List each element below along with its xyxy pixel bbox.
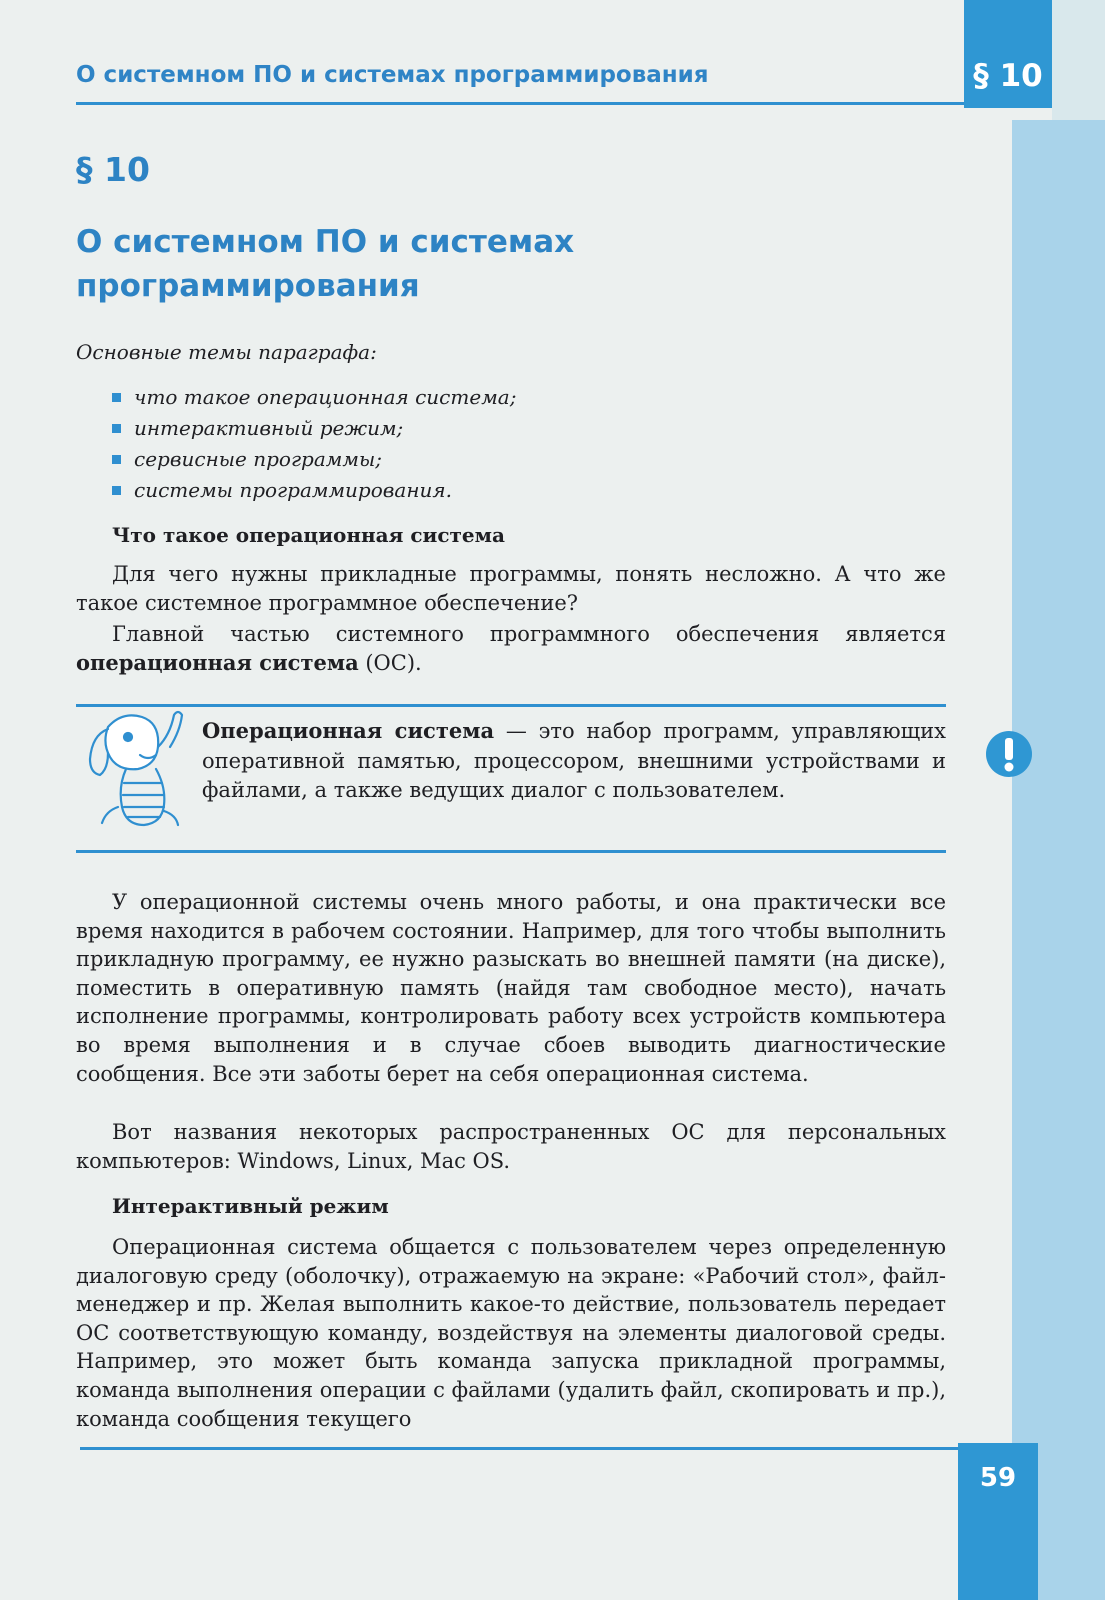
definition-bottom-rule (76, 850, 946, 853)
term-bold: операционная система (76, 649, 359, 675)
topic-text: системы программирования. (134, 478, 452, 502)
square-bullet-icon (112, 393, 121, 402)
footer-divider (80, 1447, 960, 1450)
square-bullet-icon (112, 455, 121, 464)
topics-list (110, 383, 516, 507)
topic-text: сервисные программы; (134, 447, 382, 471)
definition-top-rule (76, 704, 946, 707)
topic-text: интерактивный режим; (134, 416, 404, 440)
square-bullet-icon (112, 486, 121, 495)
topic-text: что такое операционная система; (134, 385, 517, 409)
body-paragraph: Операционная система общается с пользователем через определенную диалоговую среду (оболочку), отражаемую на экране: «Рабочий стол», файл-менеджер и пр. Желая выполнить какое-то действие, пользователь передает ОС соответствующую команду, воздействуя на элементы диалоговой среды. Например, это может быть команда запуска прикладной программы, команда выполнения операции с файлами (удалить файл, скопировать и пр.), команда сообщения текущего (76, 1235, 946, 1431)
topic-item (110, 445, 516, 476)
header-divider (76, 102, 964, 105)
exclamation-icon (985, 730, 1033, 778)
right-margin-strip (1012, 120, 1105, 1600)
body-paragraph: Вот названия некоторых распространенных ОС для персональных компьютеров: Windows, Linux, Mac OS. (76, 1120, 946, 1173)
section-tab-label: § 10 (973, 58, 1043, 94)
section-heading-interactive: Интерактивный режим (112, 1194, 389, 1218)
definition-text: — это набор программ, управляющих оперативной памятью, процессором, внешними устройствами и файлами, а также ведущих диалог с пользователем. (202, 719, 946, 802)
body-paragraph (76, 620, 946, 677)
section-heading-os: Что такое операционная система (112, 523, 505, 547)
page-number: 59 (979, 1463, 1017, 1493)
topics-heading: Основные темы параграфа: (76, 340, 377, 364)
topic-item (110, 383, 516, 414)
topic-item (110, 414, 516, 445)
body-paragraph: Для чего нужны прикладные программы, понять несложно. А что же такое системное программное обеспечение? (76, 562, 946, 615)
body-text: (ОС). (358, 650, 422, 675)
chapter-title: О системном ПО и системах программирования (76, 224, 575, 304)
body-text: Главной частью системного программного обеспечения является (112, 622, 946, 646)
definition-box (202, 716, 946, 806)
running-title: О системном ПО и системах программирования (76, 62, 709, 88)
square-bullet-icon (112, 424, 121, 433)
paragraph-number: § 10 (76, 150, 150, 189)
dog-mascot-icon (78, 707, 196, 831)
topic-item (110, 476, 516, 507)
right-margin-strip-top (1052, 0, 1105, 120)
definition-term: Операционная система (202, 718, 495, 743)
body-paragraph: У операционной системы очень много работы, и она практически все время находится в рабочем состоянии. Например, для того чтобы выполнить прикладную программу, ее нужно разыскать во внешней памяти (на диске), поместить в оперативную память (найдя там свободное место), начать исполнение программы, контролировать работу всех устройств компьютера во время выполнения и в случае сбоев выводить диагностические сообщения. Все эти заботы берет на себя операционная система. (76, 890, 946, 1086)
